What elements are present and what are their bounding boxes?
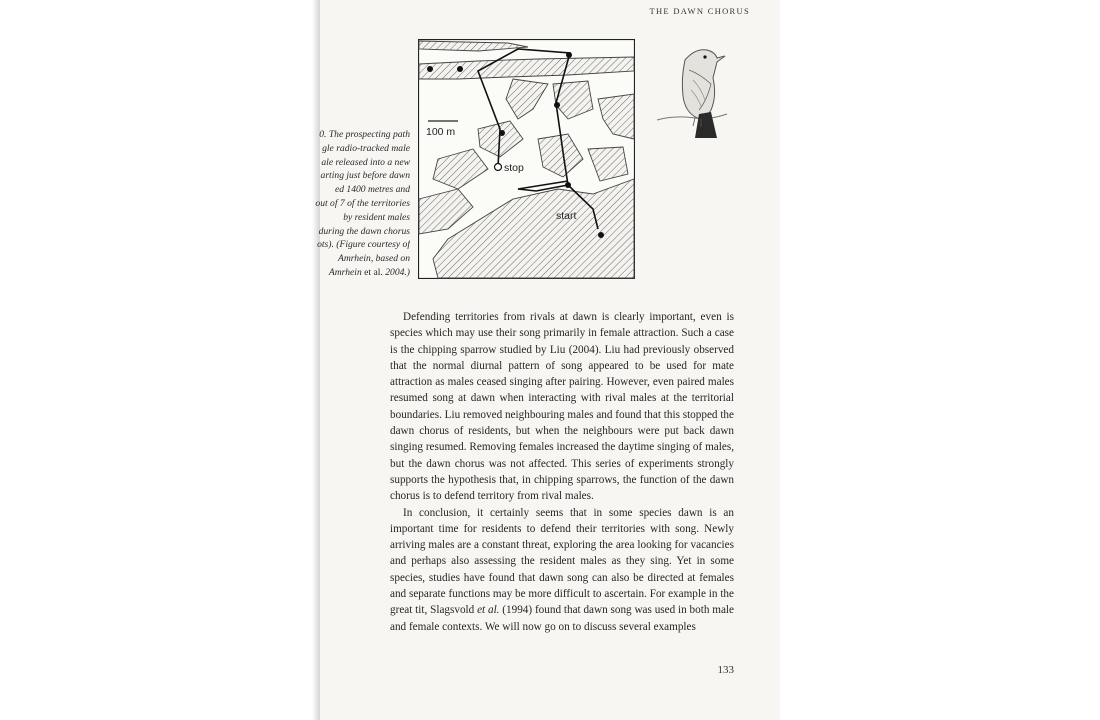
running-head: THE DAWN CHORUS <box>649 6 750 16</box>
territory-map-figure <box>418 39 635 279</box>
start-label: start <box>556 210 577 222</box>
paragraph-2: In conclusion, it certainly seems that in some species dawn is an important time for residents to defend their territories with song. Newly arriving males are a constant threat, exploring the area looking for vacancies and perhaps also assessing the resident males as they sing. Yet in some species, studies have found that dawn song can also be directed at females and separate functions may be more difficult to ascertain. For example in the great tit, Slagsvold et al. (1994) found that dawn song was used in both male and female contexts. We will now go on to discuss several examples <box>390 506 734 633</box>
paragraph-1: Defending territories from rivals at dawn is clearly important, even is species which may use their song primarily in female attraction. Such a case is the chipping sparrow studied by Liu (2004). Liu had previously observed that the normal diurnal pattern of song appeared to be used for mate attraction as males ceased singing after pairing. However, even paired males resumed song at dawn when interacting with rival males at the territorial boundaries. Liu removed neighbouring males and found that this stopped the dawn chorus of residents, but when the neighbours were put back dawn singing resumed. Removing females increased the daytime singing of males, but the dawn chorus was not affected. This series of experiments strongly supports the hypothesis that, in chipping sparrows, the function of the dawn chorus is to defend territory from rival males. <box>390 311 734 503</box>
caption-et-al: et al. <box>361 266 386 278</box>
caption-italic: 0. The prospecting path gle radio-tracked male ale released into a new arting just before dawn ed 1400 metres and out of 7 of the territories by resident males during the dawn chorus ots). (Figure courtesy of Amrhein, based on Amrhein <box>315 129 410 278</box>
scale-bar-label: 100 m <box>426 126 456 138</box>
territory-map <box>418 39 635 279</box>
nightingale-illustration <box>655 40 730 140</box>
bird-drawing <box>655 40 730 140</box>
figure-caption <box>300 128 410 280</box>
body-text <box>390 309 734 635</box>
stop-marker <box>495 164 502 171</box>
page-number: 133 <box>717 664 734 676</box>
caption-year: 2004.) <box>385 266 410 278</box>
stop-label: stop <box>504 162 524 174</box>
